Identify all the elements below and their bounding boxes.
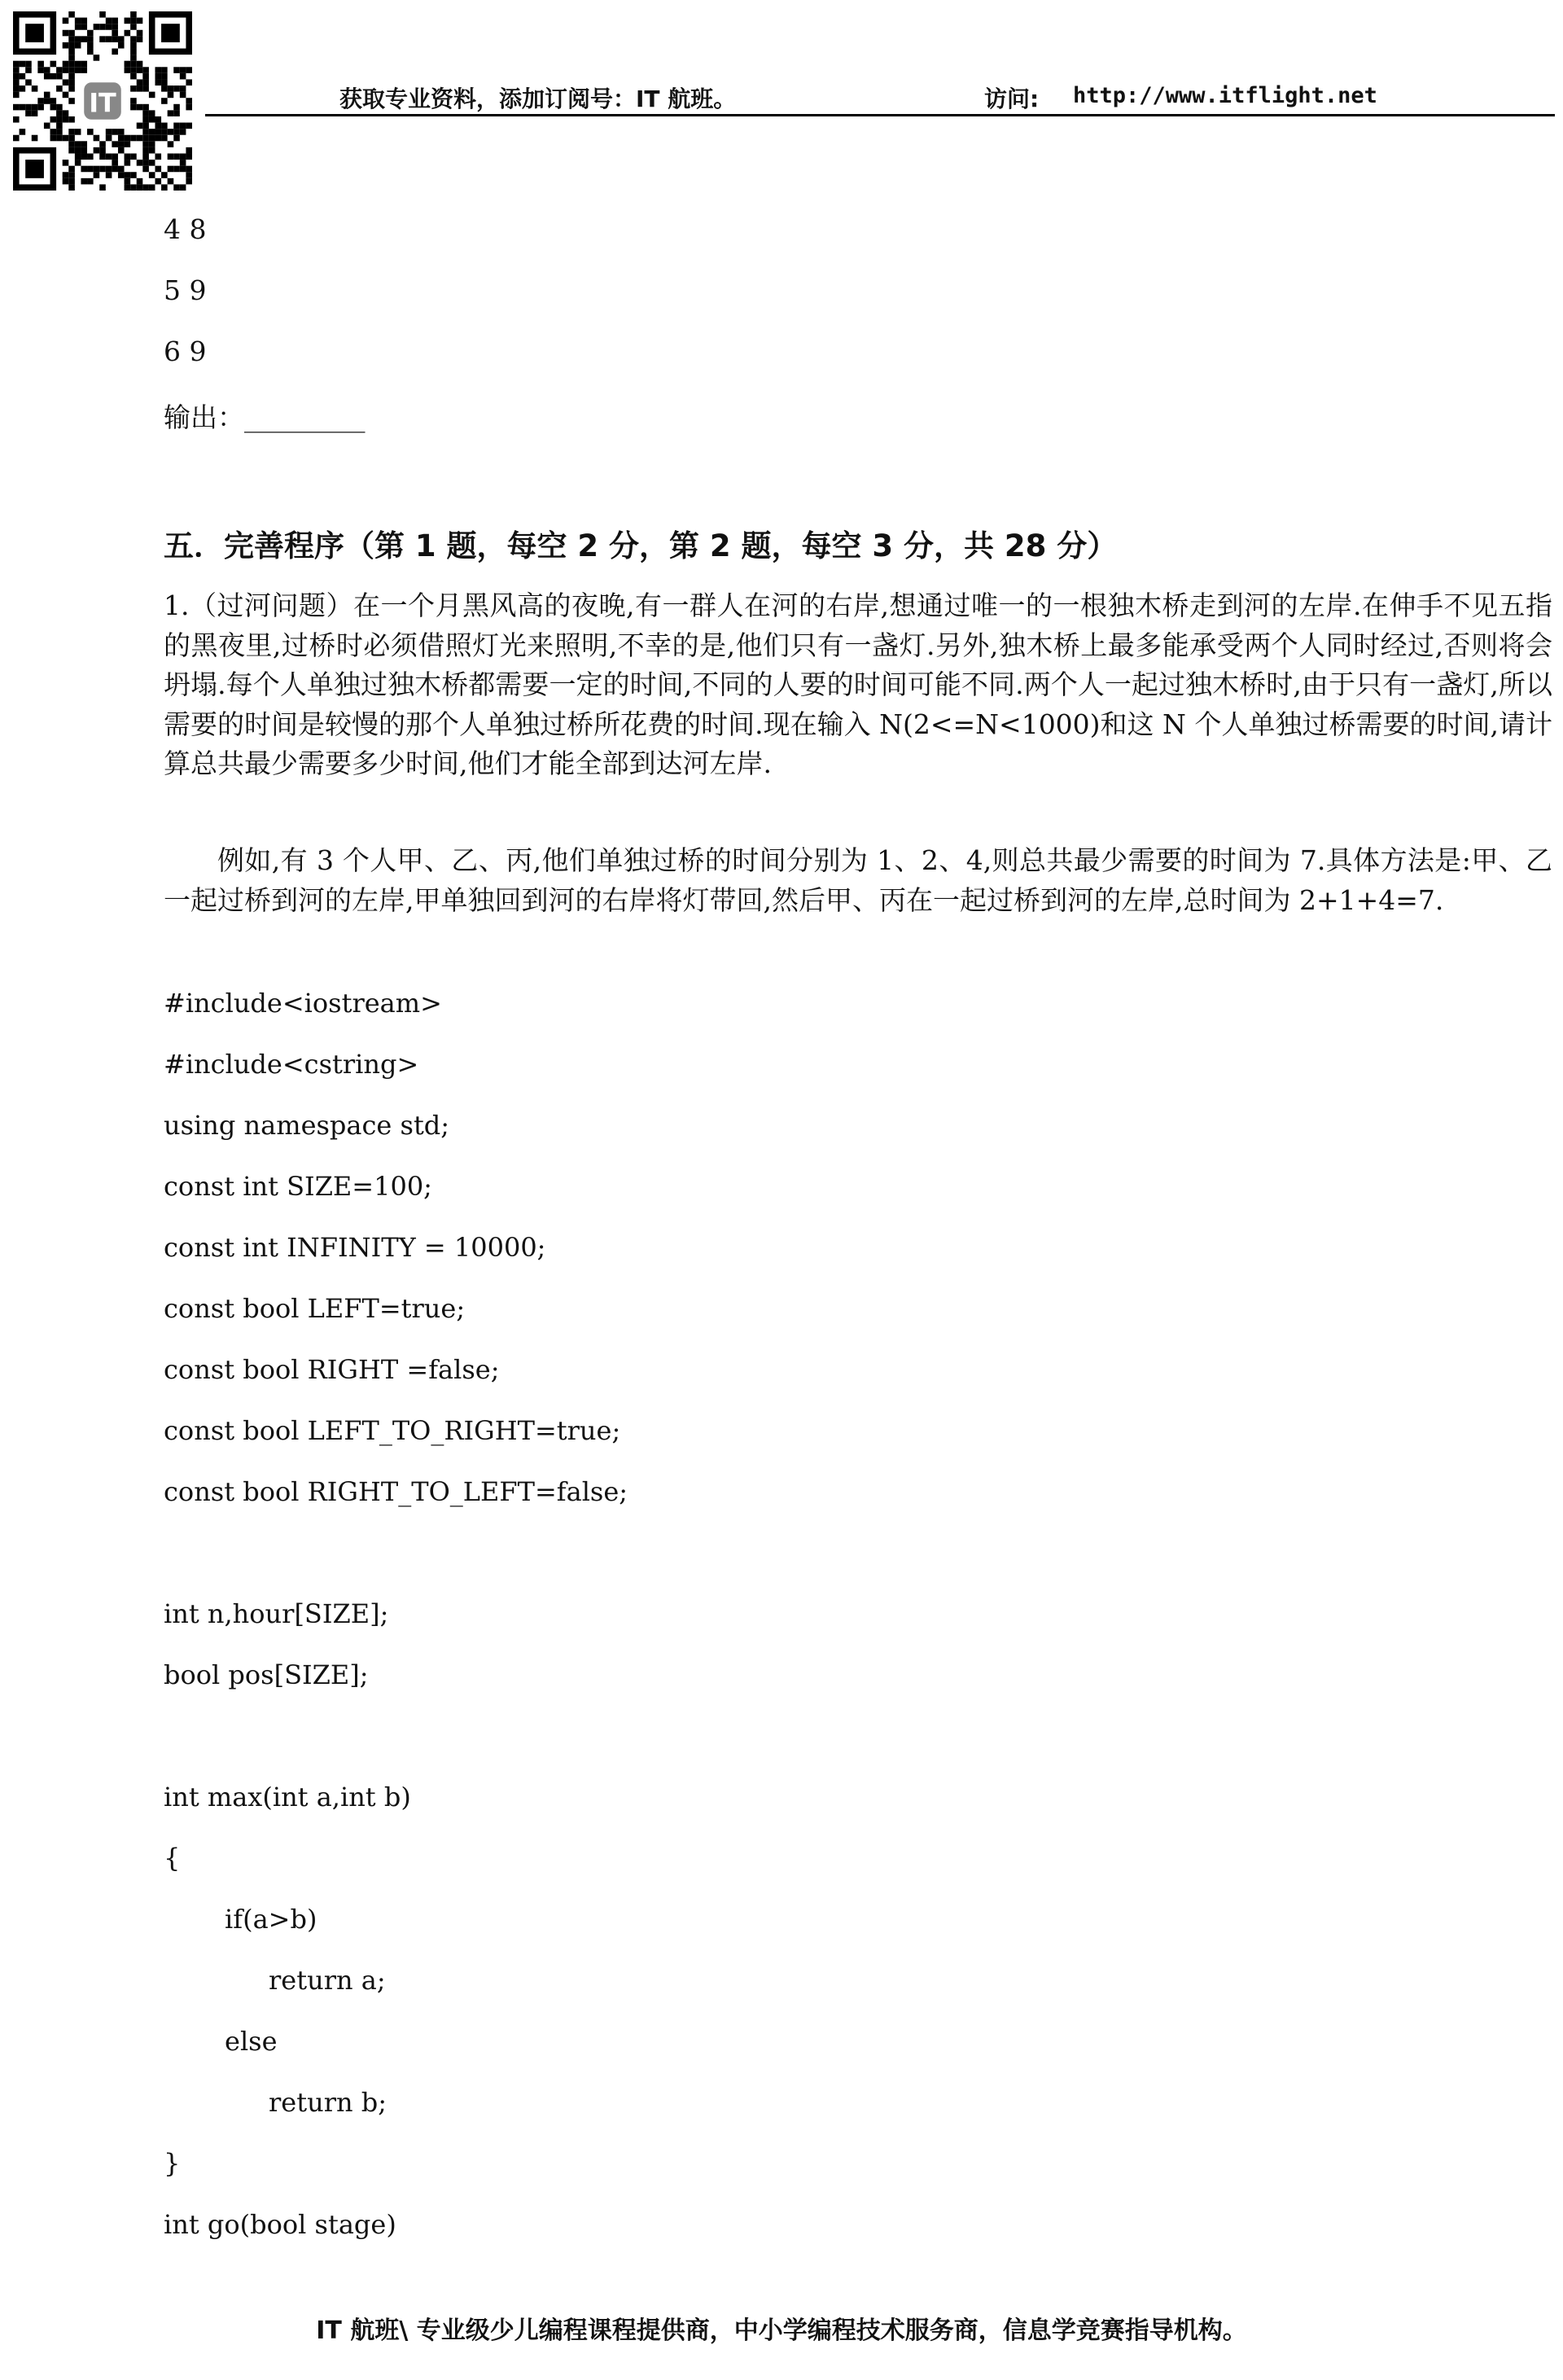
- code-line: {: [164, 1843, 181, 1874]
- code-line: #include<iostream>: [164, 988, 442, 1019]
- qr-code-image: [13, 11, 192, 191]
- code-line: return b;: [269, 2087, 387, 2118]
- code-line: #include<cstring>: [164, 1049, 419, 1080]
- code-line: const bool LEFT=true;: [164, 1293, 466, 1324]
- code-line: }: [164, 2148, 181, 2179]
- qr-logo-text: IT: [89, 87, 116, 119]
- code-line: const int SIZE=100;: [164, 1171, 432, 1202]
- code-line: return a;: [269, 1965, 386, 1996]
- input-line-2: 5 9: [164, 274, 207, 306]
- code-line: const int INFINITY = 10000;: [164, 1232, 546, 1263]
- page-header: [205, 78, 1555, 116]
- page-footer: IT 航班\ 专业级少儿编程课程提供商，中小学编程技术服务商，信息学竞赛指导机构。: [316, 2316, 1247, 2345]
- input-line-1: 4 8: [164, 213, 207, 245]
- output-answer-blank: 输出：_________: [164, 401, 366, 433]
- code-line: bool pos[SIZE];: [164, 1659, 369, 1690]
- code-line: else: [225, 2026, 278, 2057]
- input-line-3: 6 9: [164, 335, 207, 367]
- example-description: 例如,有 3 个人甲、乙、丙,他们单独过桥的时间分别为 1、2、4,则总共最少需要的时间为 7.具体方法是:甲、乙一起过桥到河的左岸,甲单独回到河的右岸将灯带回,然后甲、丙在一起过桥到河的左岸,总时间为 2+1+4=7.: [164, 844, 1552, 916]
- code-line: const bool LEFT_TO_RIGHT=true;: [164, 1415, 621, 1446]
- code-line: int go(bool stage): [164, 2209, 396, 2240]
- section-title: 五．完善程序（第 1 题，每空 2 分，第 2 题，每空 3 分，共 28 分）: [164, 528, 1118, 563]
- code-line: int n,hour[SIZE];: [164, 1598, 389, 1629]
- header-visit-label: 访问:: [984, 85, 1040, 112]
- code-line: using namespace std;: [164, 1110, 450, 1141]
- header-url-link[interactable]: http://www.itflight.net: [1073, 83, 1377, 108]
- code-line: const bool RIGHT_TO_LEFT=false;: [164, 1476, 628, 1507]
- code-line: int max(int a,int b): [164, 1782, 411, 1812]
- problem-description: 1.（过河问题）在一个月黑风高的夜晚,有一群人在河的右岸,想通过唯一的一根独木桥走到河的左岸.在伸手不见五指的黑夜里,过桥时必须借照灯光来照明,不幸的是,他们只有一盏灯.另外,独木桥上最多能承受两个人同时经过,否则将会坍塌.每个人单独过独木桥都需要一定的时间,不同的人要的时间可能不同.两个人一起过独木桥时,由于只有一盏灯,所以需要的时间是较慢的那个人单独过桥所花费的时间.现在输入 N(2<=N<1000)和这 N 个人单独过桥需要的时间,请计算总共最少需要多少时间,他们才能全部到达河左岸.: [164, 590, 1552, 779]
- code-line: if(a>b): [225, 1904, 317, 1935]
- header-subscription-text: 获取专业资料，添加订阅号：IT 航班。: [339, 85, 737, 112]
- code-line: const bool RIGHT =false;: [164, 1354, 500, 1385]
